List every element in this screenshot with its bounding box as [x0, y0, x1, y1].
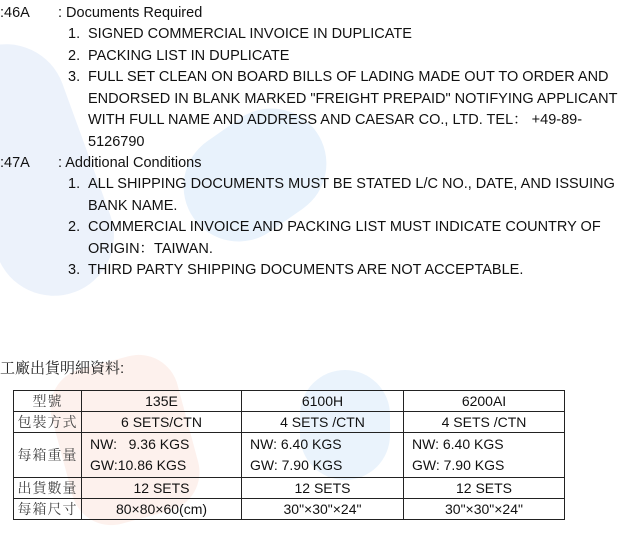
- table-row: [14, 391, 565, 412]
- row-label: 包裝方式: [14, 412, 82, 433]
- list-item: 3. FULL SET CLEAN ON BOARD BILLS OF LADING MADE OUT TO ORDER AND ENDORSED IN BLANK MARKED "FREIGHT PREPAID" NOTIFYING APPLICANT WITH FULL NAME AND ADDRESS AND CAESAR CO., LTD. TEL： +49-89-5126790: [68, 69, 618, 150]
- net-weight: NW: 6.40 KGS: [250, 436, 342, 452]
- list-item: 1. ALL SHIPPING DOCUMENTS MUST BE STATED L/C NO., DATE, AND ISSUING BANK NAME.: [68, 176, 615, 214]
- list-item: 1. SIGNED COMMERCIAL INVOICE IN DUPLICATE: [68, 26, 412, 42]
- table-cell: 12 SETS: [82, 478, 242, 499]
- section-title: : Additional Conditions: [58, 155, 202, 171]
- table-row: [14, 478, 565, 499]
- documents-required-section: [0, 2, 620, 153]
- net-weight: NW: 9.36 KGS: [90, 436, 190, 452]
- table-cell: 4 SETS /CTN: [242, 412, 404, 433]
- table-cell: 6 SETS/CTN: [82, 412, 242, 433]
- row-label: 每箱尺寸: [14, 499, 82, 520]
- gross-weight: GW: 7.90 KGS: [250, 457, 343, 473]
- gross-weight: GW: 7.90 KGS: [412, 457, 505, 473]
- table-cell: 80×80×60(cm): [82, 499, 242, 520]
- row-label: 每箱重量: [14, 433, 82, 478]
- table-row: [14, 412, 565, 433]
- table-row: [14, 499, 565, 520]
- list-item: 3. THIRD PARTY SHIPPING DOCUMENTS ARE NOT ACCEPTABLE.: [68, 262, 524, 278]
- row-label: 出貨數量: [14, 478, 82, 499]
- table-title: 工廠出貨明細資料:: [0, 360, 125, 377]
- section-heading: [0, 152, 620, 174]
- weight-cell: [242, 433, 404, 478]
- list-item: 2. PACKING LIST IN DUPLICATE: [68, 47, 290, 64]
- table-cell: 4 SETS /CTN: [404, 412, 565, 433]
- model-cell: 135E: [82, 391, 242, 412]
- net-weight: NW: 6.40 KGS: [412, 436, 504, 452]
- row-label: 型號: [14, 391, 82, 412]
- table-cell: 30"×30"×24": [242, 499, 404, 520]
- model-cell: 6200AI: [404, 391, 565, 412]
- shipment-detail-table: [13, 390, 565, 520]
- table-row: [14, 433, 565, 478]
- additional-conditions-section: [0, 152, 620, 282]
- model-cell: 6100H: [242, 391, 404, 412]
- weight-cell: [404, 433, 565, 478]
- table-cell: 30"×30"×24": [404, 499, 565, 520]
- table-cell: 12 SETS: [404, 478, 565, 499]
- list-item: 2. COMMERCIAL INVOICE AND PACKING LIST MUST INDICATE COUNTRY OF ORIGIN：TAIWAN.: [68, 219, 601, 257]
- gross-weight: GW:10.86 KGS: [90, 457, 187, 473]
- section-title: : Documents Required: [58, 5, 203, 21]
- section-code: :46A: [0, 5, 30, 21]
- section-heading: [0, 2, 620, 24]
- table-cell: 12 SETS: [242, 478, 404, 499]
- weight-cell: [82, 433, 242, 478]
- section-code: :47A: [0, 155, 30, 171]
